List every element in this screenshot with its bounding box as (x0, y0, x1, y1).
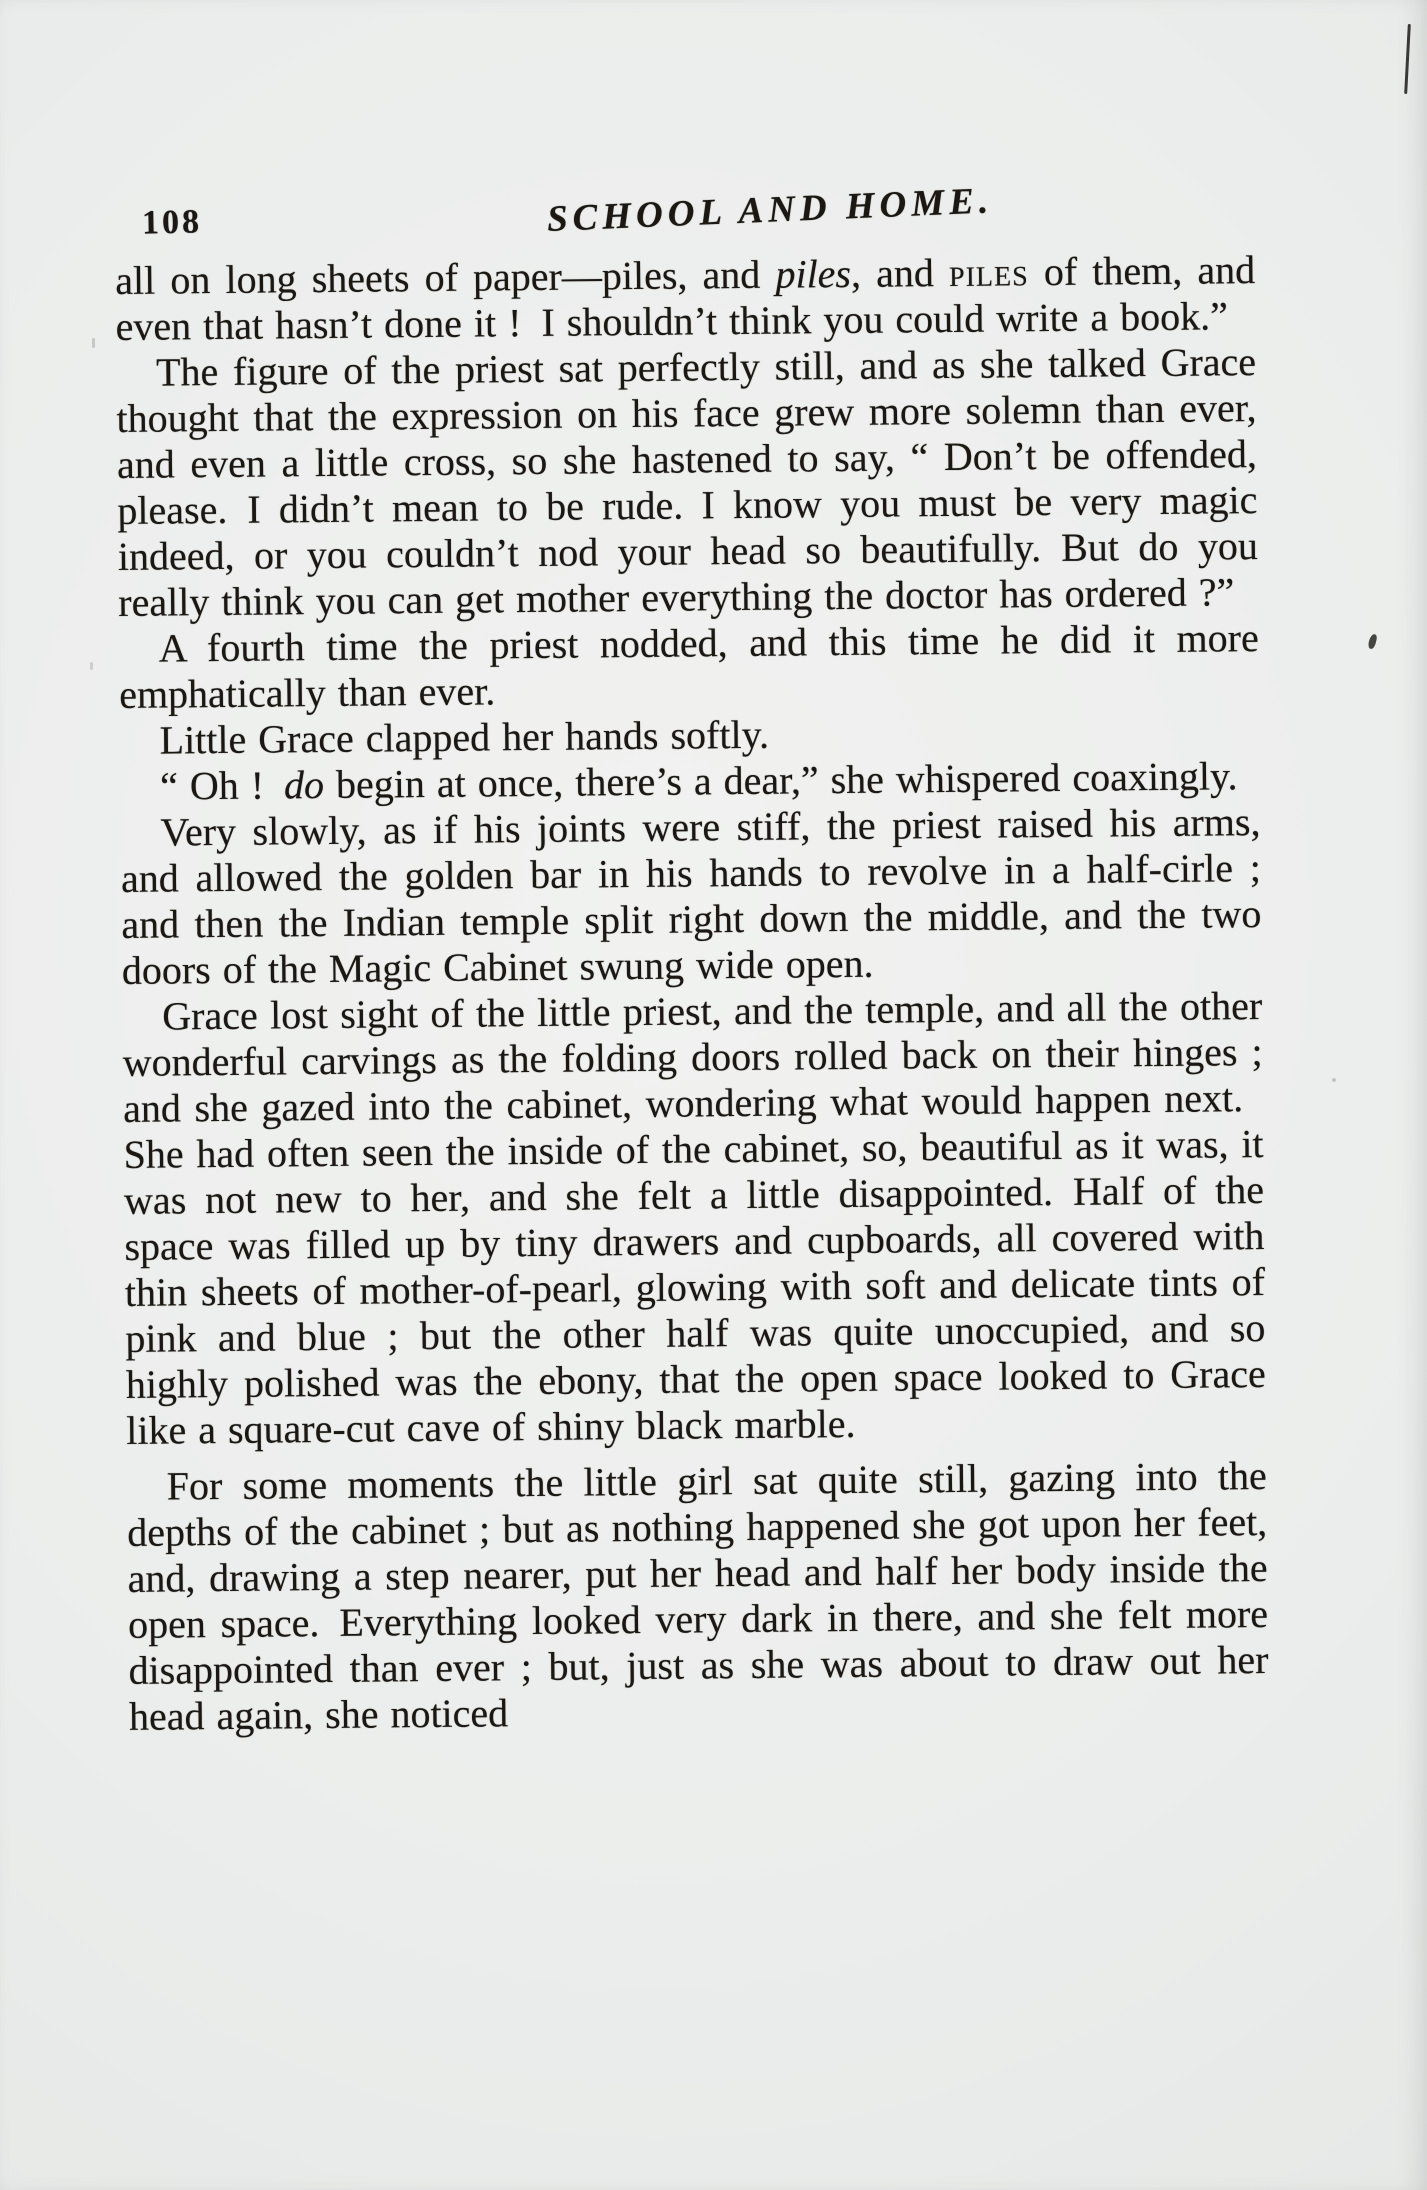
text-segment: For some moments the little girl sat quite still, gazing into the depths of the cabinet ; but as nothing happened she got upon her feet, and, drawing a step nearer, put her head and half her body inside the open space. Everything looked very dark in there, and she felt more disappointed than ever ; but, just as she was about to draw out her head again, she noticed (127, 1453, 1269, 1739)
paragraph (122, 983, 1266, 1454)
paragraph (127, 1453, 1270, 1740)
text-segment: Little Grace clapped her hands softly. (159, 711, 770, 763)
scan-artifact-speck (90, 662, 93, 670)
text-segment: The figure of the priest sat perfectly still, and as she talked Grace thought that the expression on his face grew more solemn than ever, and even a little cross, so she hastened to say, “ Don’t be offended, please. I didn’t mean to be rude. I know you must be very magic indeed, or you couldn’t nod your head so beautifully. But do you really think you can get mother everything the doctor has ordered ?” (116, 339, 1259, 625)
body-text-block (115, 247, 1269, 1740)
text-segment: begin at once, there’s a dear,” she whispered coaxingly. (323, 753, 1238, 808)
text-segment: , and (850, 249, 950, 296)
text-segment-italic: do (283, 762, 325, 808)
text-segment: “ Oh ! (159, 762, 285, 809)
text-segment-smallcaps: piles (948, 249, 1029, 295)
scan-artifact-ink-mark (1367, 633, 1377, 649)
scan-artifact-speck (1332, 1078, 1336, 1082)
text-segment-italic: piles (775, 250, 852, 297)
page-number: 108 (141, 203, 203, 242)
scan-artifact-edge-line (1404, 24, 1411, 94)
text-segment: Very slowly, as if his joints were stiff, the priest raised his arms, and allowed the golden bar in his hands to revolve in a half-cirle ; and then the Indian temple split right down the middle, and the two doors of the Magic Cabinet swung wide open. (120, 799, 1262, 993)
text-segment: A fourth time the priest nodded, and this time he did it more emphatically than ever. (118, 615, 1259, 717)
running-title: SCHOOL AND HOME. (546, 180, 994, 241)
paragraph (116, 339, 1259, 626)
paragraph (120, 799, 1262, 994)
text-segment: of them, and even that hasn’t done it ! I shouldn’t think you could write a book.” (115, 247, 1256, 349)
scan-artifact-speck (92, 338, 95, 348)
paragraph (115, 247, 1256, 350)
paragraph (119, 615, 1260, 718)
text-segment: Grace lost sight of the little priest, and the temple, and all the other wonderful carvings as the folding doors rolled back on their hinges ; and she gazed into the cabinet, wondering what would happen next. She had often seen the inside of the cabinet, so, beautiful as it was, it was not new to her, and she felt a little disappointed. Half of the space was filled up by tiny drawers and cupboards, all covered with thin sheets of mother-of-pearl, glowing with soft and delicate tints of pink and blue ; but the other half was quite unoccupied, and so highly polished was the ebony, that the open space looked to Grace like a square-cut cave of shiny black marble. (122, 983, 1266, 1453)
text-segment: all on long sheets of paper—piles, and (115, 251, 776, 303)
